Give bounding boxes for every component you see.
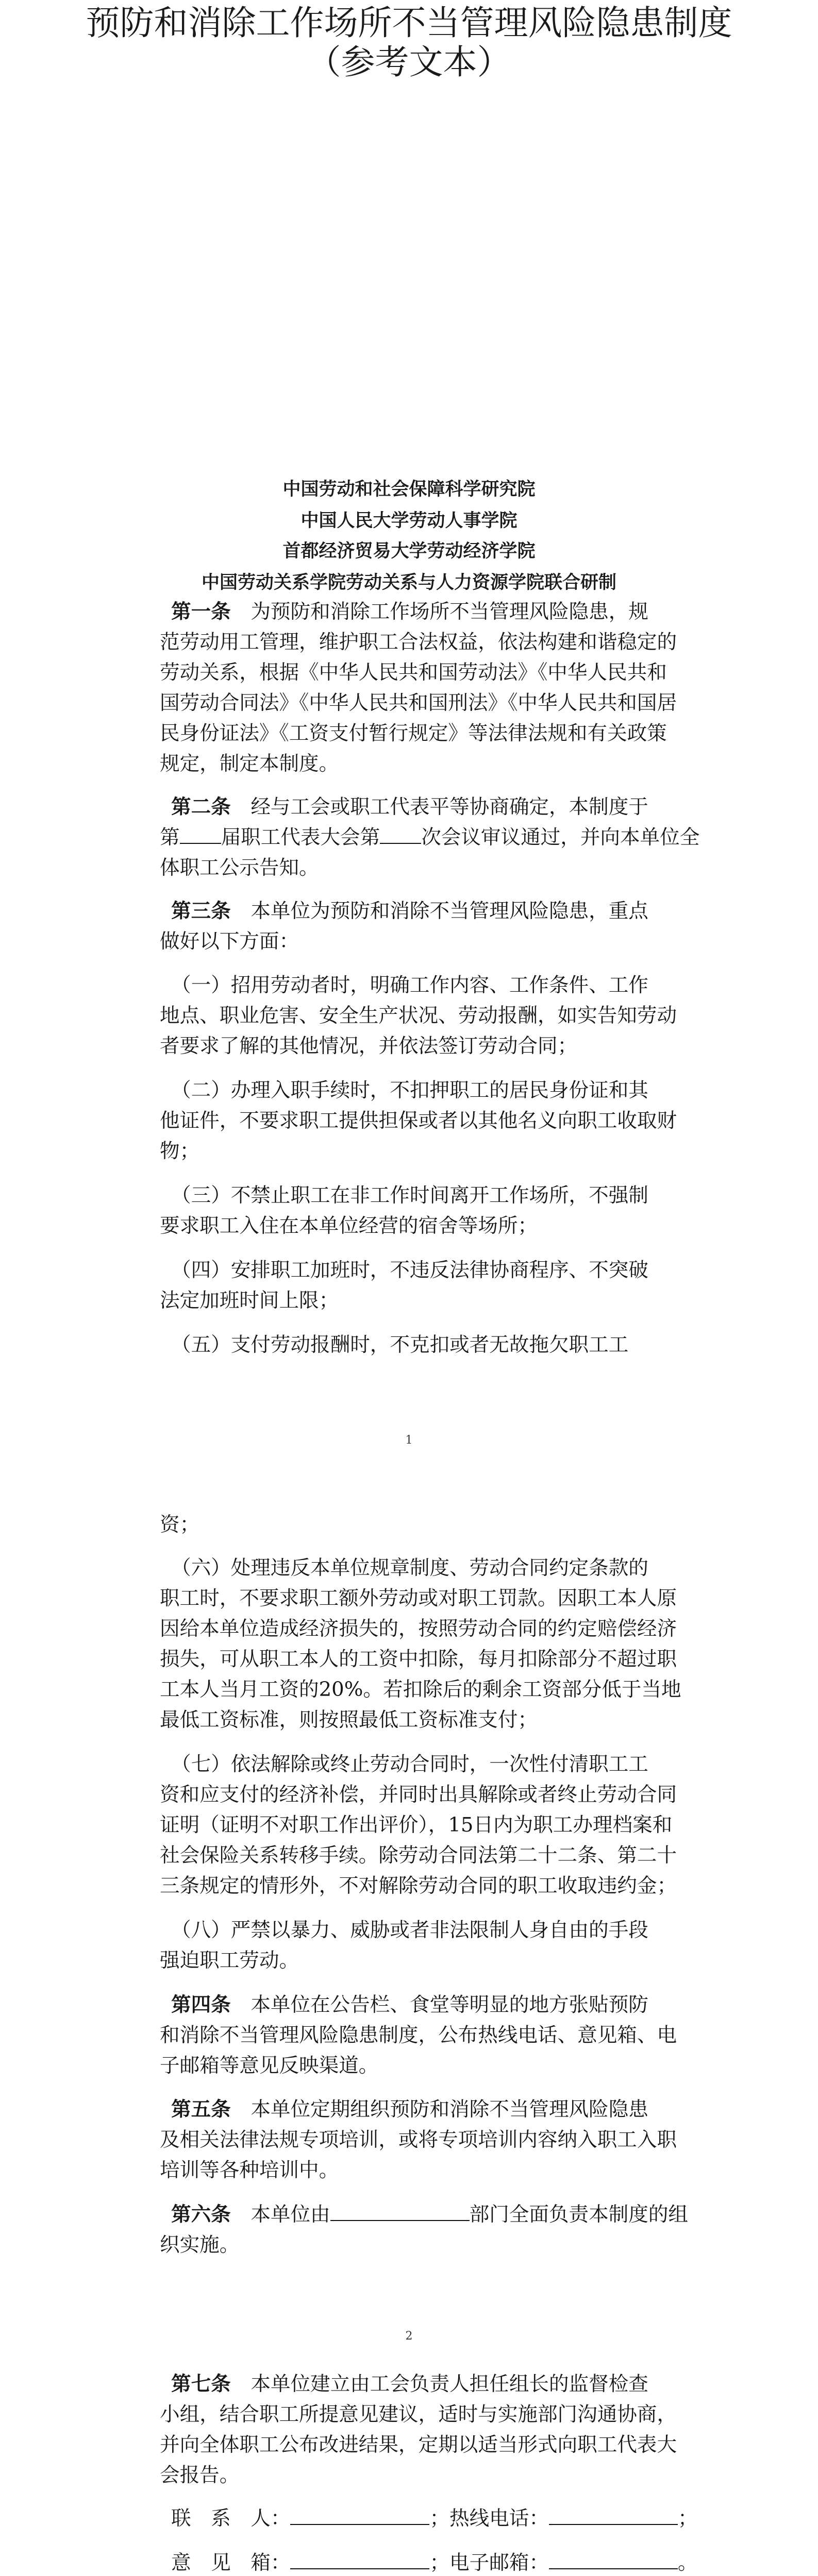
article-4-line-1: 第四条 本单位在公告栏、食堂等明显的地方张贴预防 [171,1993,648,2016]
article-3-item-6-line-1: （六）处理违反本单位规章制度、劳动合同约定条款的 [171,1556,648,1580]
article-1-line-3: 劳动关系，根据《中华人民共和国劳动法》《中华人民共和 [160,661,667,684]
session-number-blank [180,827,221,844]
article-4-line-3: 子邮箱等意见反映渠道。 [160,2054,379,2077]
contact-person-blank [290,2509,429,2525]
article-3-item-5-line-1: （五）支付劳动报酬时，不克扣或者无故拖欠职工工 [171,1333,629,1357]
department-blank [330,2205,470,2221]
article-3-item-7-line-3: 证明（证明不对职工作出评价），15日内为职工办理档案和 [160,1814,673,1837]
article-3-item-7-line-4: 社会保险关系转移手续。除劳动合同法第二十二条、第二十 [160,1844,677,1867]
email-blank [549,2553,678,2569]
article-5-line-3: 培训等各种培训中。 [160,2159,339,2182]
article-2-lead: 第二条 [171,795,231,819]
document-subtitle: （参考文本） [307,42,511,82]
article-3-item-1-line-3: 者要求了解的其他情况，并依法签订劳动合同； [160,1035,578,1058]
article-6-line-1: 第六条 本单位由 部门全面负责本制度的组 [171,2203,688,2226]
mailbox-line: 意 见 箱： ；电子邮箱： 。 [171,2551,698,2574]
document-title: 预防和消除工作场所不当管理风险隐患制度 [86,3,732,43]
article-1-line-2: 范劳动用工管理，维护职工合法权益，依法构建和谐稳定的 [160,631,677,654]
article-1-line-6: 规定，制定本制度。 [160,752,339,775]
article-3-item-4-line-1: （四）安排职工加班时，不违反法律协商程序、不突破 [171,1259,648,1282]
article-7-line-4: 会报告。 [160,2464,240,2487]
article-3-item-7-line-5: 三条规定的情形外，不对解除劳动合同的职工收取违约金； [160,1874,677,1897]
article-3-item-8-line-1: （八）严禁以暴力、威胁或者非法限制人身自由的手段 [171,1919,648,1942]
article-3-item-8-line-2: 强迫职工劳动。 [160,1949,299,1972]
article-2-line-3: 体职工公示告知。 [160,856,319,879]
org-line-2: 中国人民大学劳动人事学院 [301,510,517,531]
article-1-line-4: 国劳动合同法》《中华人民共和国刑法》《中华人民共和国居 [160,691,677,715]
article-3-item-6-line-3: 因给本单位造成经济损失的，按照劳动合同的约定赔偿经济 [160,1617,677,1640]
meeting-number-blank [380,827,421,844]
article-3-item-5-line-2: 资； [160,1513,200,1536]
article-3-item-7-line-2: 资和应支付的经济补偿，并同时出具解除或者终止劳动合同 [160,1783,677,1806]
org-line-4: 中国劳动关系学院劳动关系与人力资源学院联合研制 [201,572,616,593]
article-3-lead: 第三条 [171,900,231,923]
article-5-lead: 第五条 [171,2098,231,2121]
article-3-item-6-line-6: 最低工资标准，则按照最低工资标准支付； [160,1708,538,1732]
article-1-line-1: 第一条 为预防和消除工作场所不当管理风险隐患，规 [171,600,648,623]
hotline-blank [549,2509,678,2525]
email-label: ；电子邮箱： [429,2551,549,2574]
article-7-line-1: 第七条 本单位建立由工会负责人担任组长的监督检查 [171,2372,648,2396]
mailbox-blank [290,2553,429,2569]
article-3-item-6-line-2: 职工时，不要求职工额外劳动或对职工罚款。因职工本人原 [160,1587,677,1610]
article-4-line-2: 和消除不当管理风险隐患制度，公布热线电话、意见箱、电 [160,2024,677,2047]
contact-person-label: 联 系 人： [171,2507,291,2530]
article-6-line-2: 织实施。 [160,2233,240,2257]
page-number-1: 1 [405,1434,413,1447]
article-4-lead: 第四条 [171,1993,231,2016]
article-3-item-2-line-2: 他证件，不要求职工提供担保或者以其他名义向职工收取财 [160,1109,677,1132]
article-3-item-6-line-4: 损失，可从职工本人的工资中扣除，每月扣除部分不超过职 [160,1648,677,1671]
page-number-2: 2 [405,2330,413,2343]
article-7-line-3: 并向全体职工公布改进结果，定期以适当形式向职工代表大 [160,2433,677,2456]
org-line-1: 中国劳动和社会保障科学研究院 [282,479,536,500]
article-3-item-4-line-2: 法定加班时间上限； [160,1289,339,1312]
mailbox-label: 意 见 箱： [171,2551,291,2574]
contact-line: 联 系 人： ；热线电话： ； [171,2507,698,2530]
article-1-lead: 第一条 [171,600,231,623]
hotline-label: ；热线电话： [429,2507,549,2530]
article-7-line-2: 小组，结合职工所提意见建议，适时与实施部门沟通协商， [160,2403,677,2426]
article-3-item-1-line-2: 地点、职业危害、安全生产状况、劳动报酬，如实告知劳动 [160,1004,677,1027]
article-3-item-6-line-5: 工本人当月工资的20%。若扣除后的剩余工资部分低于当地 [160,1678,681,1701]
article-3-line-2: 做好以下方面： [160,930,299,953]
article-6-lead: 第六条 [171,2203,231,2226]
article-7-lead: 第七条 [171,2372,231,2396]
org-line-3: 首都经济贸易大学劳动经济学院 [282,540,536,562]
article-5-line-1: 第五条 本单位定期组织预防和消除不当管理风险隐患 [171,2098,648,2121]
article-1-line-5: 民身份证法》《工资支付暂行规定》等法律法规和有关政策 [160,722,667,745]
article-3-line-1: 第三条 本单位为预防和消除不当管理风险隐患，重点 [171,900,648,923]
article-3-item-2-line-3: 物； [160,1140,200,1163]
article-3-item-3-line-2: 要求职工入住在本单位经营的宿舍等场所； [160,1214,538,1238]
article-3-item-7-line-1: （七）依法解除或终止劳动合同时，一次性付清职工工 [171,1753,648,1776]
article-3-item-1-line-1: （一）招用劳动者时，明确工作内容、工作条件、工作 [171,974,648,997]
article-3-item-3-line-1: （三）不禁止职工在非工作时间离开工作场所，不强制 [171,1184,648,1207]
article-5-line-2: 及相关法律法规专项培训，或将专项培训内容纳入职工入职 [160,2128,677,2151]
article-2-line-1: 第二条 经与工会或职工代表平等协商确定，本制度于 [171,795,648,819]
article-2-line-2: 第 届职工代表大会第 次会议审议通过，并向本单位全 [160,826,700,849]
article-3-item-2-line-1: （二）办理入职手续时，不扣押职工的居民身份证和其 [171,1079,648,1102]
